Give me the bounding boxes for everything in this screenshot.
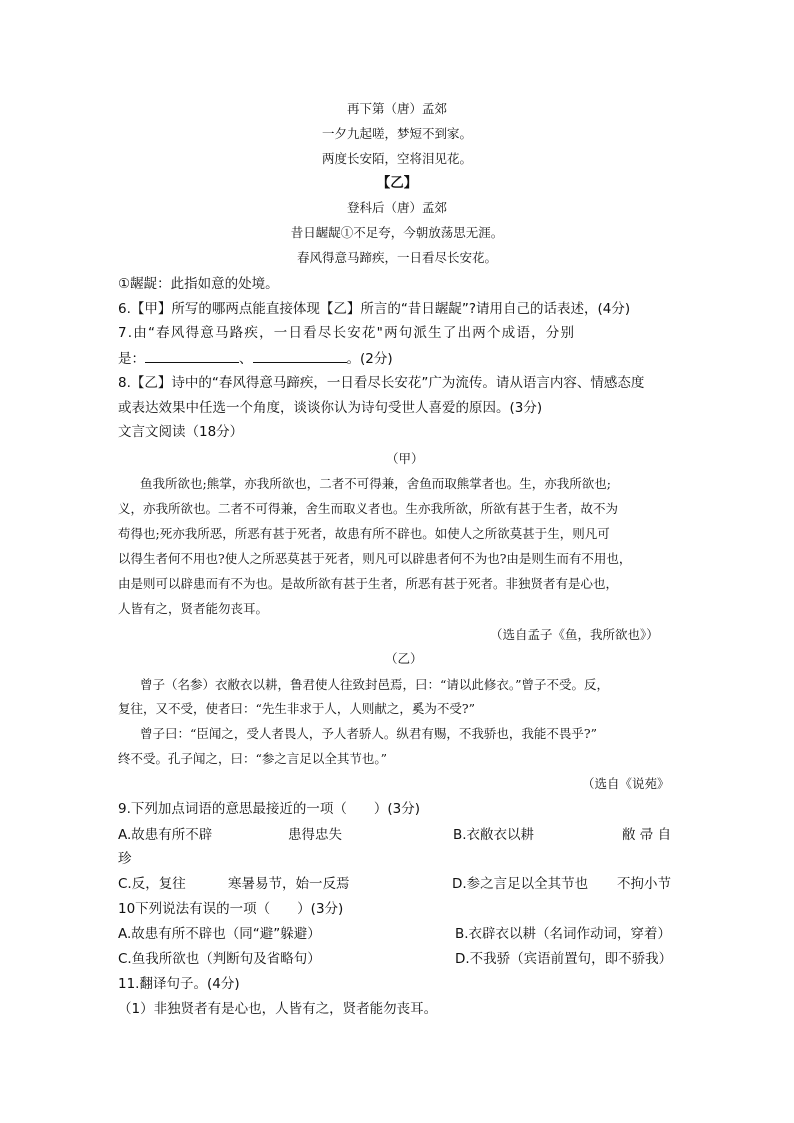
q9-option-b-word-cont: 珍 — [118, 851, 132, 867]
poem-yi-title: 登科后（唐）孟郊 — [346, 200, 447, 215]
question-6: 6.【甲】所写的哪两点能直接体现【乙】所言的“昔日龌龊”?请用自己的话表述，(4分) — [118, 301, 631, 317]
text-yi-source: （选自《说苑》 — [582, 776, 670, 791]
text-yi-line-3: 曾子曰：“臣闻之，受人者畏人，予人者骄人。纵君有赐，不我骄也，我能不畏乎?” — [140, 726, 597, 741]
question-11-stem: 11.翻译句子。(4分) — [118, 976, 240, 992]
q9-option-d[interactable]: D.参之言足以全其节也 — [452, 876, 589, 892]
q9-option-a[interactable]: A.故患有所不辟 — [118, 827, 213, 843]
q9-option-b-word: 敝 帚 自 — [622, 827, 672, 843]
text-yi-line-2: 复往，又不受，使者曰：“先生非求于人，人则献之，奚为不受?” — [118, 701, 475, 716]
q9-option-b[interactable]: B.衣敝衣以耕 — [453, 827, 535, 843]
text-yi-label: （乙） — [385, 651, 423, 666]
answer-blank-2[interactable] — [253, 349, 347, 363]
question-7-sep: 、 — [239, 351, 253, 367]
text-jia-line-5: 由是则可以辟患而有不为也。是故所欲有甚于生者，所恶有甚于死者。非独贤者有是心也， — [118, 576, 619, 591]
section-title: 文言文阅读（18分） — [118, 424, 244, 440]
q9-option-c[interactable]: C.反，复往 — [118, 876, 186, 892]
text-jia-line-2: 义，亦我所欲也。二者不可得兼，舍生而取义者也。生亦我所欲，所欲有甚于生者，故不为 — [118, 501, 619, 516]
question-7-suffix: 。(2分) — [346, 351, 393, 367]
q10-option-c[interactable]: C.鱼我所欲也（判断句及省略句） — [118, 951, 321, 967]
poem-jia-line-1: 一夕九起嗟，梦短不到家。 — [321, 126, 472, 141]
question-10-stem: 10下列说法有误的一项（ ）(3分) — [118, 901, 344, 917]
answer-blank-1[interactable] — [145, 349, 239, 363]
question-8-line-2: 或表达效果中任选一个角度，谈谈你认为诗句受世人喜爱的原因。(3分) — [118, 400, 543, 416]
question-7-prefix: 是： — [118, 351, 145, 367]
question-8-line-1: 8.【乙】诗中的“春风得意马蹄疾，一日看尽长安花”广为流传。请从语言内容、情感态度 — [118, 375, 645, 391]
q10-option-a[interactable]: A.故患有所不辟也（同“避”躲避） — [118, 926, 321, 942]
q9-option-d-word: 不拘小节 — [617, 876, 671, 892]
q9-option-c-word: 寒暑易节，始一反焉 — [228, 876, 350, 892]
text-yi-line-1: 曾子（名参）衣敝衣以耕，鲁君使人往致封邑焉，曰：“请以此修衣。”曾子不受。反， — [140, 677, 610, 692]
text-jia-label: （甲） — [386, 451, 424, 466]
text-yi-line-4: 终不受。孔子闻之，曰：“参之言足以全其节也。” — [118, 751, 388, 766]
text-jia-source: （选自孟子《鱼，我所欲也》） — [490, 627, 659, 642]
poem-yi-line-1: 昔日龌龊①不足夸，今朝放荡思无涯。 — [290, 225, 504, 240]
question-11-item-1: （1）非独贤者有是心也，人皆有之，贤者能勿丧耳。 — [118, 1001, 438, 1017]
poem-jia-title: 再下第（唐）孟郊 — [346, 101, 447, 116]
text-jia-line-4: 以得生者何不用也?使人之所恶莫甚于死者，则凡可以辟患者何不为也?由是则生而有不用也， — [118, 551, 632, 566]
q9-option-a-word: 患得忠失 — [288, 827, 342, 843]
question-7-line-2 — [118, 349, 393, 368]
question-9-stem: 9.下列加点词语的意思最接近的一项（ ）(3分) — [118, 801, 421, 817]
poem-yi-label: 【乙】 — [376, 175, 418, 191]
text-jia-line-3: 苟得也;死亦我所恶，所恶有甚于死者，故患有所不辟也。如使人之所欲莫甚于生，则凡可 — [118, 526, 610, 541]
q10-option-b[interactable]: B.衣辟衣以耕（名词作动词，穿着） — [455, 926, 672, 942]
poem-yi-line-2: 春风得意马蹄疾，一日看尽长安花。 — [296, 250, 497, 265]
text-jia-line-1: 鱼我所欲也;熊掌，亦我所欲也，二者不可得兼，舍鱼而取熊掌者也。生，亦我所欲也; — [140, 476, 611, 491]
footnote: ①龌龊：此指如意的处境。 — [118, 276, 279, 292]
q10-option-d[interactable]: D.不我骄（宾语前置句，即不骄我） — [455, 951, 673, 967]
text-jia-line-6: 人皆有之，贤者能勿丧耳。 — [118, 601, 269, 616]
question-7-line-1: 7.由“春风得意马路疾，一日看尽长安花"两句派生了出两个成语，分别 — [118, 325, 576, 341]
poem-jia-line-2: 两度长安陌，空将泪见花。 — [321, 151, 472, 166]
